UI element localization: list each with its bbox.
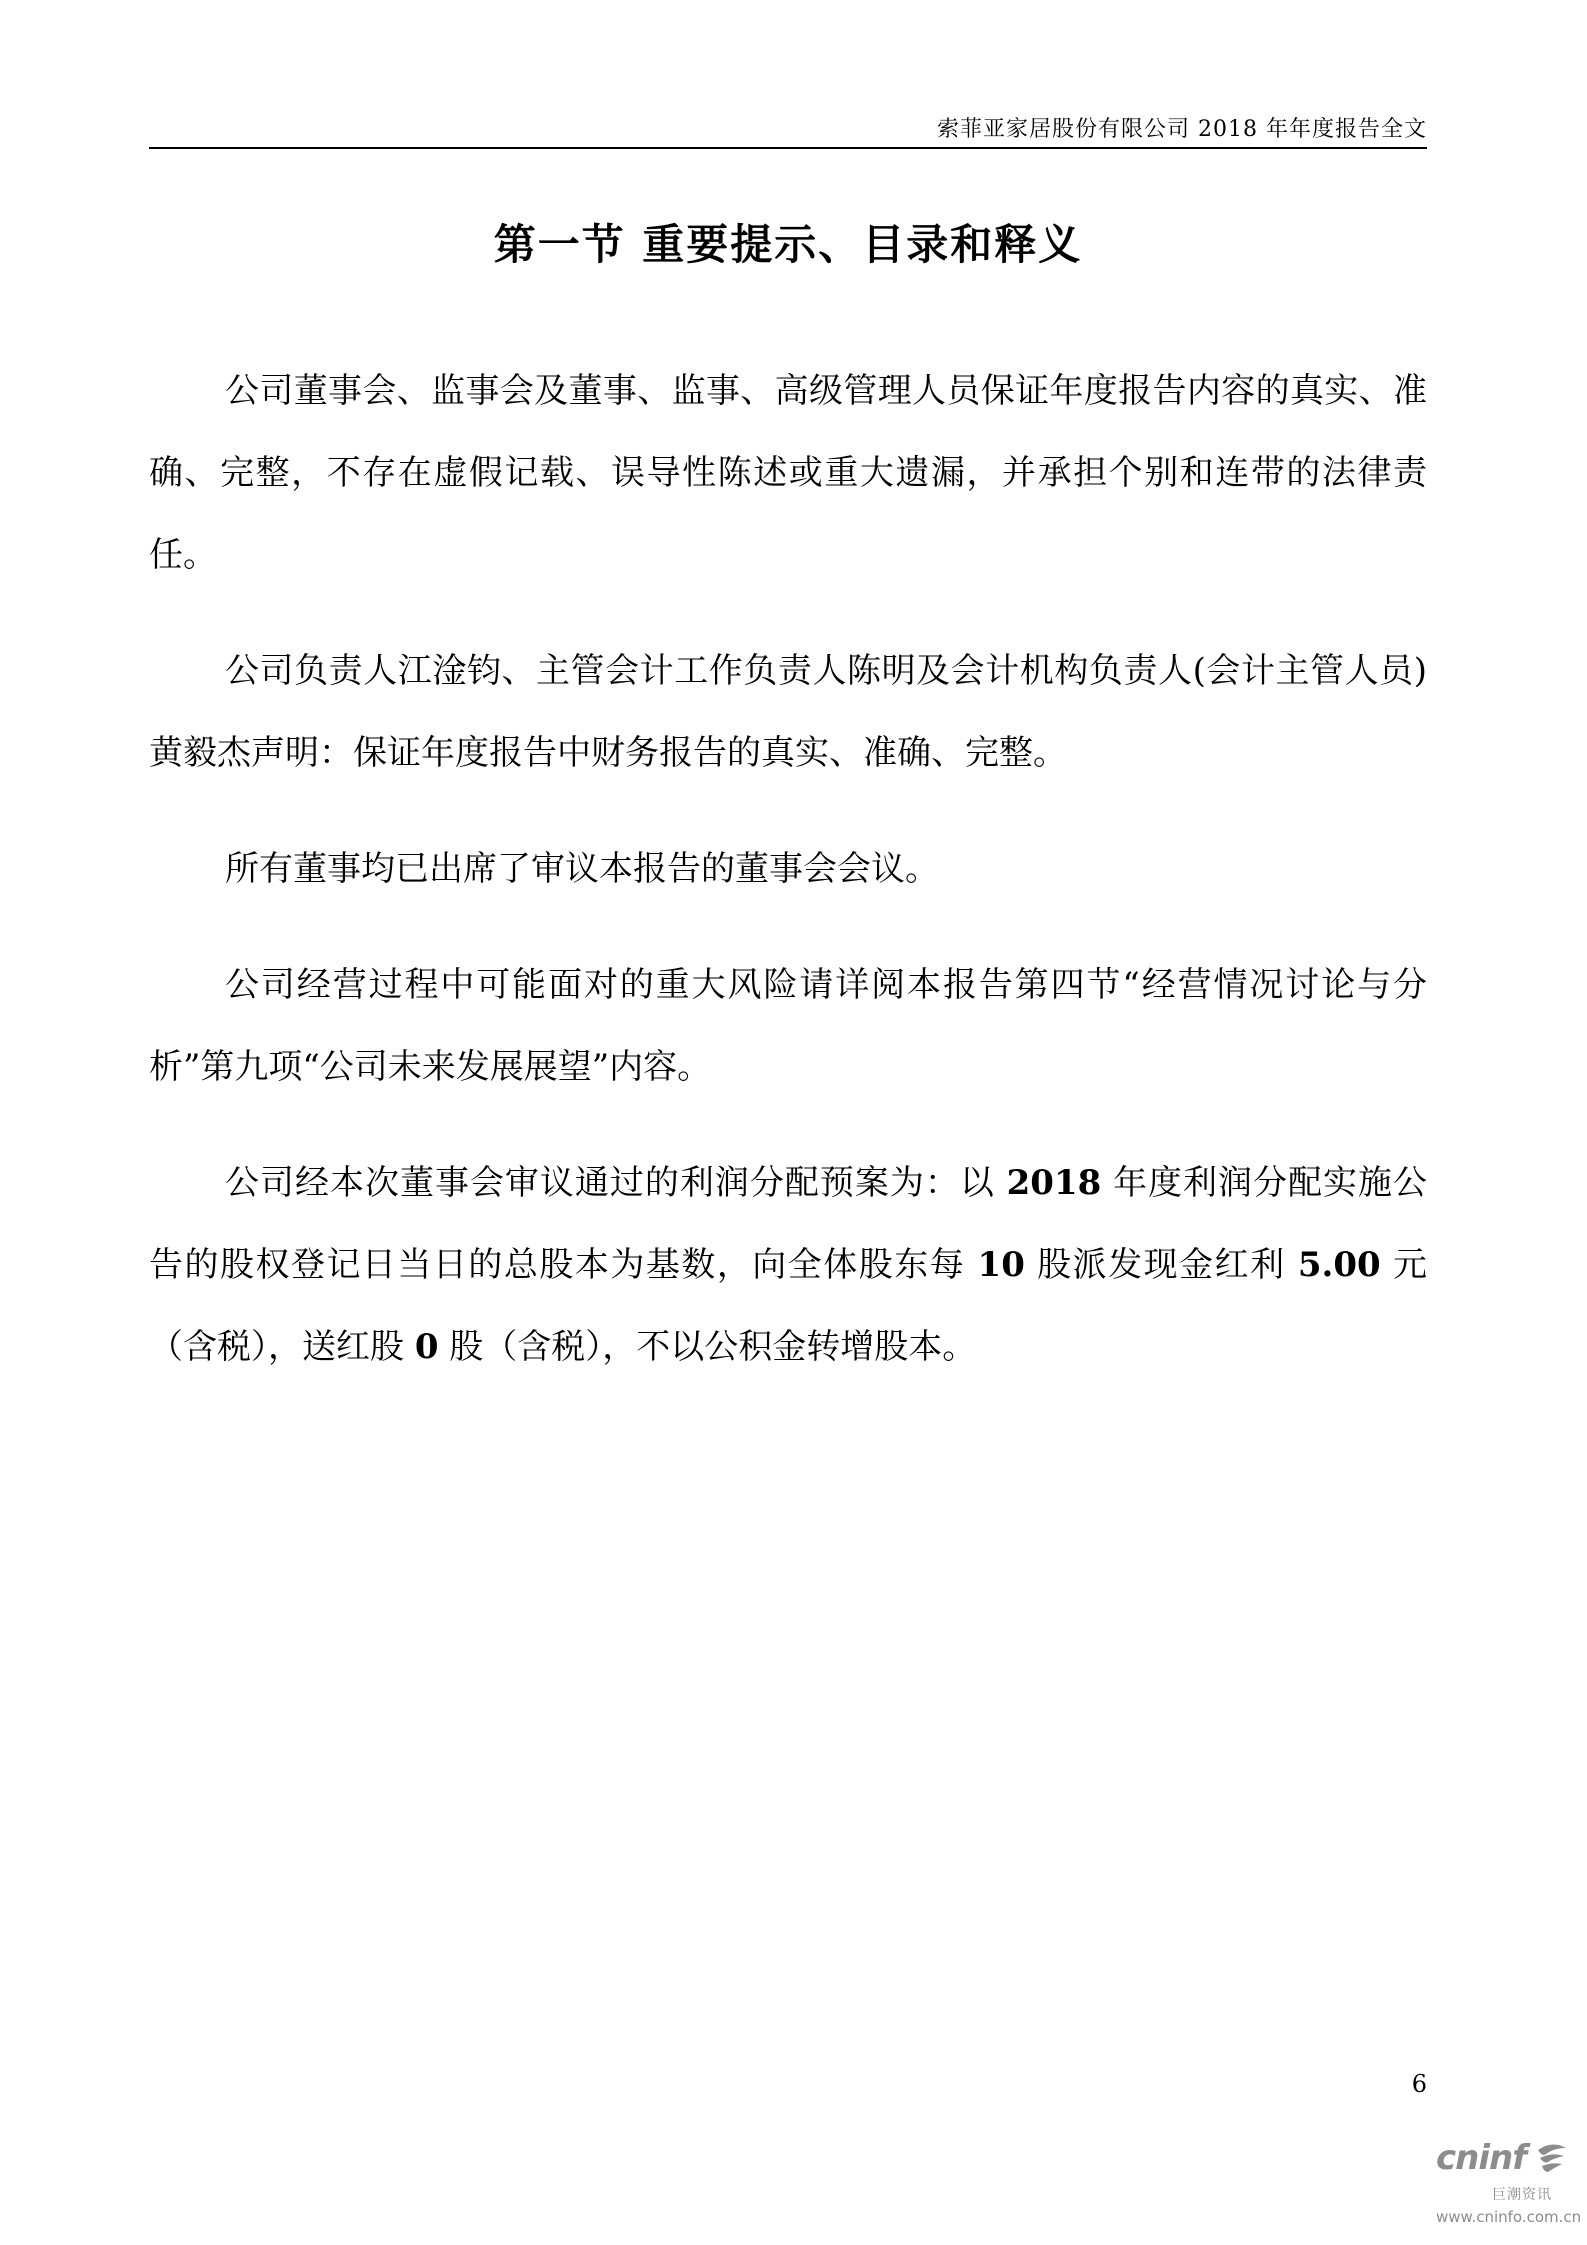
cninfo-logo-text: cninf [1436,2138,1527,2178]
dividend-cash-amount: 5.00 [1297,1245,1381,1285]
running-header: 索菲亚家居股份有限公司 2018 年年度报告全文 [937,117,1427,142]
body-text [149,350,1427,1422]
paragraph-dividend [149,1142,1427,1388]
page-number: 6 [1411,2070,1427,2098]
dividend-text-4: 元（含税），送红股 [149,1245,1427,1367]
paragraph-responsibility: 公司董事会、监事会及董事、监事、高级管理人员保证年度报告内容的真实、准确、完整，不存在虚假记载、误导性陈述或重大遗漏，并承担个别和连带的法律责任。 [149,371,1427,575]
dividend-share-base: 10 [977,1245,1025,1285]
dividend-year: 2018 [1006,1163,1102,1203]
cninfo-logo-chinese: 巨潮资讯 [1492,2187,1552,2203]
paragraph-declaration: 公司负责人江淦钧、主管会计工作负责人陈明及会计机构负责人(会计主管人员)黄毅杰声明：保证年度报告中财务报告的真实、准确、完整。 [149,651,1427,773]
header-rule [149,147,1427,149]
cninfo-logo-icon [1532,2140,1572,2174]
dividend-text-3: 股派发现金红利 [1024,1245,1298,1285]
dividend-text-1: 公司经本次董事会审议通过的利润分配预案为：以 [225,1163,1007,1203]
dividend-text-2: 年度利润分配实施公告的股权登记日当日的总股本为基数，向全体股东每 [149,1163,1427,1285]
paragraph-attendance: 所有董事均已出席了审议本报告的董事会会议。 [225,849,939,889]
section-title: 第一节 重要提示、目录和释义 [493,220,1083,269]
dividend-text-5: 股（含税），不以公积金转增股本。 [438,1327,977,1367]
paragraph-risk: 公司经营过程中可能面对的重大风险请详阅本报告第四节“经营情况讨论与分析”第九项“公司未来发展展望”内容。 [149,965,1427,1087]
cninfo-url: www.cninfo.com.cn [1436,2208,1582,2226]
dividend-bonus-shares: 0 [414,1327,439,1367]
cninfo-watermark [1436,2138,1582,2234]
